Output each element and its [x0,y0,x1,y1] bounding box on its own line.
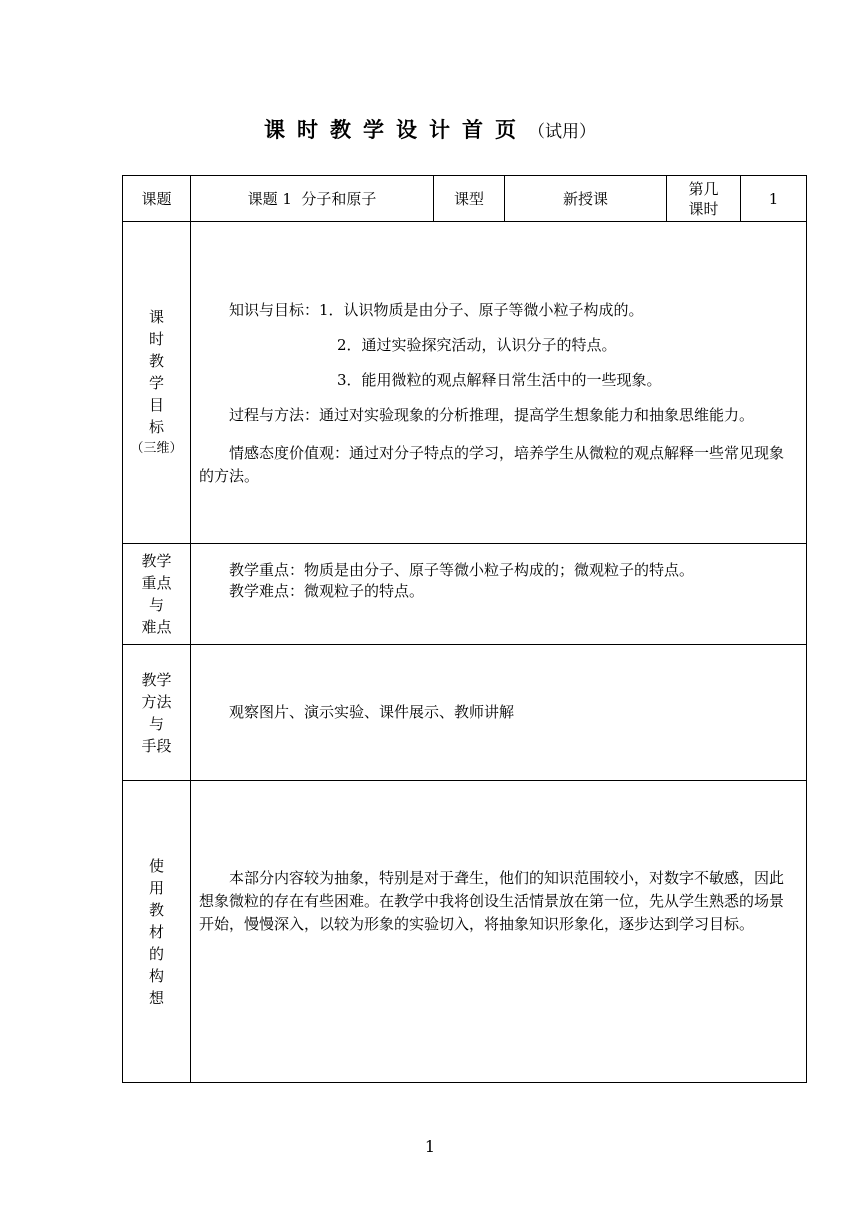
objectives-label-char: 目 [148,395,164,414]
objectives-label-char: 时 [148,329,164,348]
title-main: 课时教学设计首页 [264,118,528,142]
objectives-label-sub: （三维） [130,440,183,456]
material-text: 本部分内容较为抽象，特别是对于聋生，他们的知识范围较小，对数字不敏感，因此想象微粒的存在有些困难。在教学中我将创设生活情景放在第一位，先从学生熟悉的场景开始，慢慢深入，以较为形象的实验切入，将抽象知识形象化，逐步达到学习目标。 [199,869,785,933]
objectives-content [191,222,807,544]
material-label-char: 使 [148,856,164,875]
knowledge-goal-2: 2．通过实验探究活动，认识分子的特点。 [337,336,617,354]
page-title [0,114,860,144]
key-points-label-line: 与 [148,596,164,614]
material-label-char: 想 [148,988,164,1007]
key-points-label-line: 重点 [141,574,172,592]
objectives-row [123,222,807,544]
material-label [123,781,191,1083]
key-points-label-line: 难点 [141,618,172,636]
type-value: 新授课 [505,176,667,222]
objectives-label-char: 标 [148,417,164,436]
methods-row [123,645,807,781]
methods-label-line: 手段 [141,736,172,755]
material-label-char: 的 [148,944,164,963]
material-row [123,781,807,1083]
methods-label [123,645,191,781]
period-label-line2: 课时 [688,199,719,218]
period-label-line1: 第几 [688,179,719,198]
material-label-char: 教 [148,900,164,919]
emotion-goal: 情感态度价值观：通过对分子特点的学习，培养学生从微粒的观点解释一些常见现象的方法。 [199,444,785,485]
period-label [667,176,741,222]
material-label-char: 用 [148,878,164,897]
methods-content [191,645,807,781]
methods-label-line: 与 [148,714,164,733]
methods-label-line: 方法 [141,692,172,711]
objectives-label-char: 教 [148,351,164,370]
teaching-difficulty: 教学难点：微观粒子的特点。 [229,582,425,600]
key-points-label-line: 教学 [141,552,172,570]
title-sub: （试用） [528,122,596,142]
knowledge-goal-1: 知识与目标：1．认识物质是由分子、原子等微小粒子构成的。 [229,301,644,319]
material-label-char: 构 [148,966,164,985]
knowledge-goal-3: 3．能用微粒的观点解释日常生活中的一些现象。 [337,371,662,389]
process-goal: 过程与方法：通过对实验现象的分析推理，提高学生想象能力和抽象思维能力。 [229,406,755,424]
topic-label: 课题 [123,176,191,222]
teaching-focus: 教学重点：物质是由分子、原子等微小粒子构成的；微观粒子的特点。 [229,561,695,579]
header-row [123,176,807,222]
key-points-row [123,544,807,645]
period-value: 1 [741,176,807,222]
material-content [191,781,807,1083]
topic-value: 课题 1 分子和原子 [191,176,434,222]
methods-label-line: 教学 [141,670,172,689]
objectives-label [123,222,191,544]
type-label: 课型 [434,176,505,222]
key-points-content [191,544,807,645]
lesson-design-table [122,175,807,1083]
objectives-label-char: 学 [148,373,164,392]
key-points-label [123,544,191,645]
methods-text: 观察图片、演示实验、课件展示、教师讲解 [229,703,515,721]
objectives-label-char: 课 [148,307,164,326]
material-label-char: 材 [148,922,164,941]
page-number: 1 [424,1137,436,1156]
